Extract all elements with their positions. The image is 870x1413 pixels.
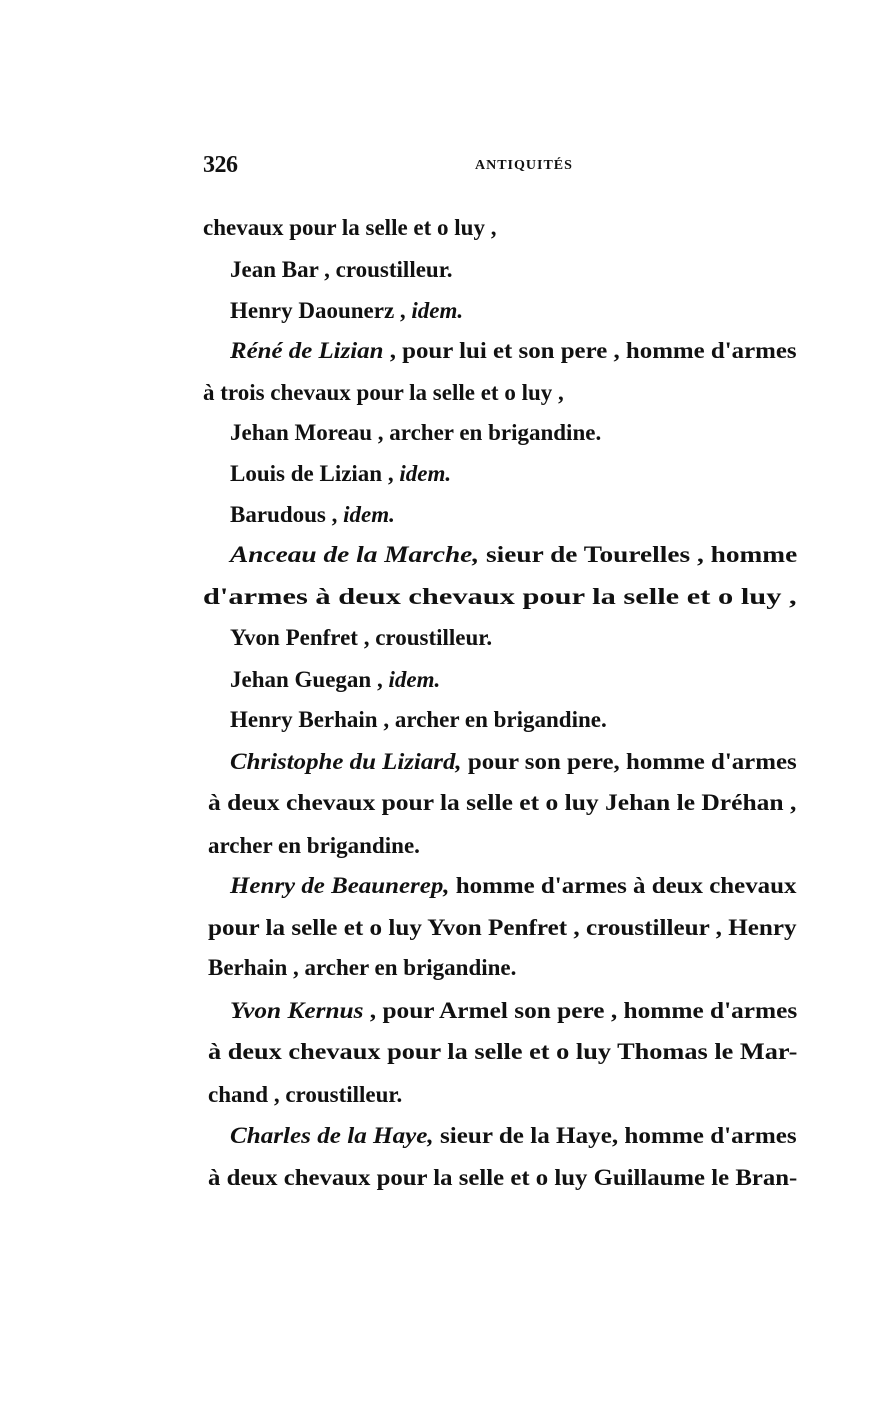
- text-line: à deux chevaux pour la selle et o luy Thomas le Mar-: [208, 1039, 798, 1064]
- text-line: pour la selle et o luy Yvon Penfret , croustilleur , Henry: [208, 915, 797, 940]
- text-line: Berhain , archer en brigandine.: [208, 955, 517, 980]
- text-line: Jehan Moreau , archer en brigandine.: [230, 420, 602, 445]
- text-line: Jehan Guegan , idem.: [230, 667, 441, 692]
- text-line: archer en brigandine.: [208, 833, 420, 858]
- text-line: Yvon Penfret , croustilleur.: [230, 625, 493, 650]
- page-number: 326: [203, 152, 238, 178]
- text-line: à trois chevaux pour la selle et o luy ,: [203, 380, 564, 405]
- text-line: Barudous , idem.: [230, 502, 395, 527]
- text-line: chand , croustilleur.: [208, 1082, 403, 1107]
- text-line: Henry de Beaunerep, homme d'armes à deux chevaux: [230, 873, 797, 898]
- running-title: ANTIQUITÉS: [475, 158, 573, 173]
- text-line: Yvon Kernus , pour Armel son pere , homme d'armes: [230, 998, 798, 1023]
- text-line: à deux chevaux pour la selle et o luy Jehan le Dréhan ,: [208, 790, 797, 815]
- text-line: Réné de Lizian , pour lui et son pere , homme d'armes: [230, 338, 797, 363]
- text-line: d'armes à deux chevaux pour la selle et o luy ,: [203, 584, 797, 609]
- text-line: à deux chevaux pour la selle et o luy Guillaume le Bran-: [208, 1165, 798, 1190]
- text-line: Henry Daounerz , idem.: [230, 298, 464, 323]
- text-line: chevaux pour la selle et o luy ,: [203, 215, 497, 240]
- text-line: Jean Bar , croustilleur.: [230, 257, 453, 282]
- text-line: Louis de Lizian , idem.: [230, 461, 452, 486]
- text-line: Henry Berhain , archer en brigandine.: [230, 707, 607, 732]
- text-line: Charles de la Haye, sieur de la Haye, homme d'armes: [230, 1123, 797, 1148]
- text-line: Anceau de la Marche, sieur de Tourelles , homme: [230, 542, 798, 567]
- page-header: [203, 152, 803, 182]
- text-line: Christophe du Liziard, pour son pere, homme d'armes: [230, 749, 797, 774]
